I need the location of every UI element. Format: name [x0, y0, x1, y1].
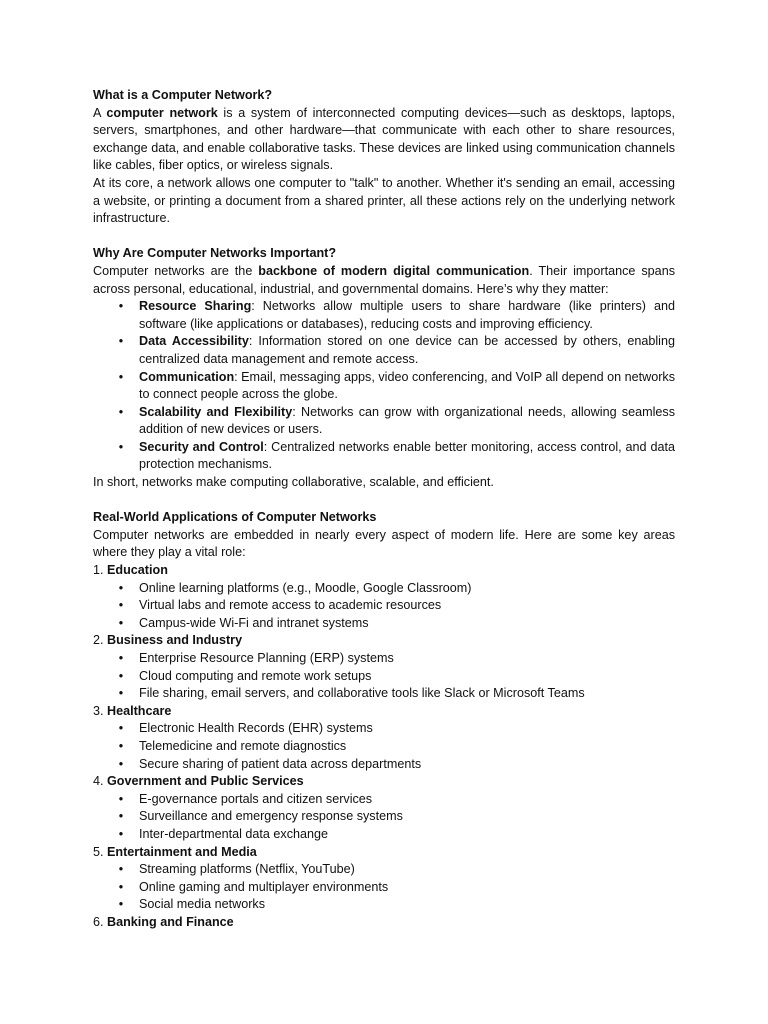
area-title: Entertainment and Media [107, 844, 257, 859]
bullet-icon: • [118, 879, 124, 894]
paragraph-summary: In short, networks make computing collaborative, scalable, and efficient. [93, 475, 494, 490]
text-fragment: A [93, 105, 107, 120]
list-item-text: Telemedicine and remote diagnostics [139, 738, 347, 753]
importance-bullet-list [93, 298, 675, 474]
area-heading [93, 703, 675, 721]
spacer [93, 492, 675, 510]
text-fragment: Computer networks are the [93, 263, 259, 278]
bullet-icon: • [118, 791, 124, 806]
text-fragment: is a system of interconnected computing devices—such as desktops, laptops, servers, smartphones, and other hardware—that communicate with each other to share resources, exchange data, and enable collaborative tasks. These devices are linked using communication channels like cables, fiber optics, or wireless signals. [93, 105, 675, 173]
area-item-list [93, 861, 675, 914]
list-item [93, 808, 675, 826]
document-page [93, 87, 675, 932]
list-item [93, 668, 675, 686]
list-item [93, 791, 675, 809]
area-item-list [93, 580, 675, 633]
bullet-term: Communication [139, 369, 235, 384]
application-areas [93, 562, 675, 931]
bullet-text: : Networks allow multiple users to share hardware (like printers) and software (like applications or databases), reducing costs and improving efficiency. [139, 299, 676, 331]
bullet-icon: • [118, 580, 124, 595]
list-item [93, 826, 675, 844]
list-item [93, 404, 675, 439]
bold-term: computer network [106, 105, 218, 120]
area-number: 1. [93, 563, 108, 578]
bullet-icon: • [118, 651, 124, 665]
bullet-term: Security and Control [139, 439, 264, 454]
bullet-icon: • [118, 738, 124, 753]
paragraph-core: At its core, a network allows one computer to "talk" to another. Whether it's sending an email, accessing a website, or printing a document from a shared printer, all these actions rely on the underlying network infrastructure. [93, 175, 675, 226]
list-item-text: Virtual labs and remote access to academic resources [139, 598, 442, 613]
bullet-icon: • [118, 862, 124, 877]
section-heading-what-is: What is a Computer Network? [93, 88, 273, 102]
area-item-list [93, 791, 675, 844]
bullet-term: Data Accessibility [139, 334, 249, 349]
area-item-list [93, 720, 675, 773]
list-item-text: Online learning platforms (e.g., Moodle, Google Classroom) [139, 580, 472, 595]
list-item-text: Surveillance and emergency response systems [139, 809, 403, 824]
spacer [93, 228, 675, 246]
list-item [93, 879, 675, 897]
bullet-icon: • [118, 826, 124, 841]
text-fragment: . Their importance spans across personal, educational, industrial, and governmental domains. Here’s why they matter: [93, 263, 675, 296]
bullet-text: : Centralized networks enable better monitoring, access control, and data protection mechanisms. [139, 439, 676, 472]
list-item-text: E-governance portals and citizen services [139, 791, 373, 806]
list-item [93, 861, 675, 879]
list-item-text: File sharing, email servers, and collaborative tools like Slack or Microsoft Teams [139, 686, 585, 701]
bullet-icon: • [118, 809, 124, 824]
area-heading [93, 773, 675, 791]
list-item [93, 720, 675, 738]
list-item [93, 738, 675, 756]
area-title: Business and Industry [107, 633, 243, 648]
bullet-text: : Email, messaging apps, video conferencing, and VoIP all depend on networks to connect people across the globe. [139, 369, 675, 402]
area-number: 4. [93, 774, 108, 789]
list-item [93, 333, 675, 368]
section-heading-importance: Why Are Computer Networks Important? [93, 246, 337, 261]
area-heading [93, 562, 675, 580]
bold-term: backbone of modern digital communication [258, 263, 530, 278]
list-item [93, 756, 675, 774]
list-item [93, 650, 675, 668]
list-item-text: Inter-departmental data exchange [139, 826, 329, 841]
paragraph-applications-intro: Computer networks are embedded in nearly every aspect of modern life. Here are some key areas where they play a vital role: [93, 527, 675, 560]
area-title: Education [107, 563, 168, 578]
bullet-icon: • [118, 668, 124, 683]
bullet-icon: • [118, 721, 124, 736]
bullet-icon: • [118, 369, 124, 384]
bullet-text: : Networks can grow with organizational needs, allowing seamless addition of new devices or users. [139, 404, 675, 437]
area-item-list [93, 650, 675, 703]
bullet-icon: • [118, 299, 124, 314]
list-item [93, 896, 675, 914]
bullet-icon: • [118, 334, 124, 349]
bullet-icon: • [118, 615, 124, 630]
area-heading [93, 632, 675, 650]
list-item [93, 597, 675, 615]
list-item [93, 615, 675, 633]
area-title: Government and Public Services [107, 774, 304, 789]
list-item-text: Online gaming and multiplayer environments [139, 879, 389, 894]
area-title: Banking and Finance [107, 914, 234, 929]
bullet-icon: • [118, 439, 124, 454]
bullet-icon: • [118, 404, 124, 419]
area-heading [93, 914, 675, 932]
list-item [93, 580, 675, 598]
area-number: 2. [93, 633, 108, 648]
list-item [93, 298, 675, 333]
list-item-text: Social media networks [139, 897, 265, 912]
list-item-text: Cloud computing and remote work setups [139, 668, 372, 683]
area-number: 5. [93, 844, 108, 859]
bullet-term: Resource Sharing [139, 299, 252, 314]
area-heading [93, 844, 675, 862]
bullet-icon: • [118, 897, 124, 912]
list-item-text: Campus-wide Wi-Fi and intranet systems [139, 615, 369, 630]
bullet-term: Scalability and Flexibility [139, 404, 293, 419]
list-item-text: Streaming platforms (Netflix, YouTube) [139, 862, 355, 877]
section-heading-applications: Real-World Applications of Computer Networks [93, 510, 377, 525]
list-item-text: Electronic Health Records (EHR) systems [139, 721, 373, 736]
area-number: 3. [93, 703, 108, 718]
paragraph-definition [93, 105, 675, 175]
paragraph-importance-intro [93, 263, 675, 298]
bullet-icon: • [118, 686, 124, 701]
list-item [93, 685, 675, 703]
list-item [93, 439, 675, 474]
list-item-text: Secure sharing of patient data across departments [139, 756, 422, 771]
area-number: 6. [93, 914, 108, 929]
bullet-text: : Information stored on one device can be accessed by others, enabling centralized data management and remote access. [139, 334, 675, 366]
bullet-icon: • [118, 598, 124, 613]
bullet-icon: • [118, 756, 124, 771]
list-item-text: Enterprise Resource Planning (ERP) systems [139, 651, 394, 665]
area-title: Healthcare [107, 703, 172, 718]
list-item [93, 369, 675, 404]
